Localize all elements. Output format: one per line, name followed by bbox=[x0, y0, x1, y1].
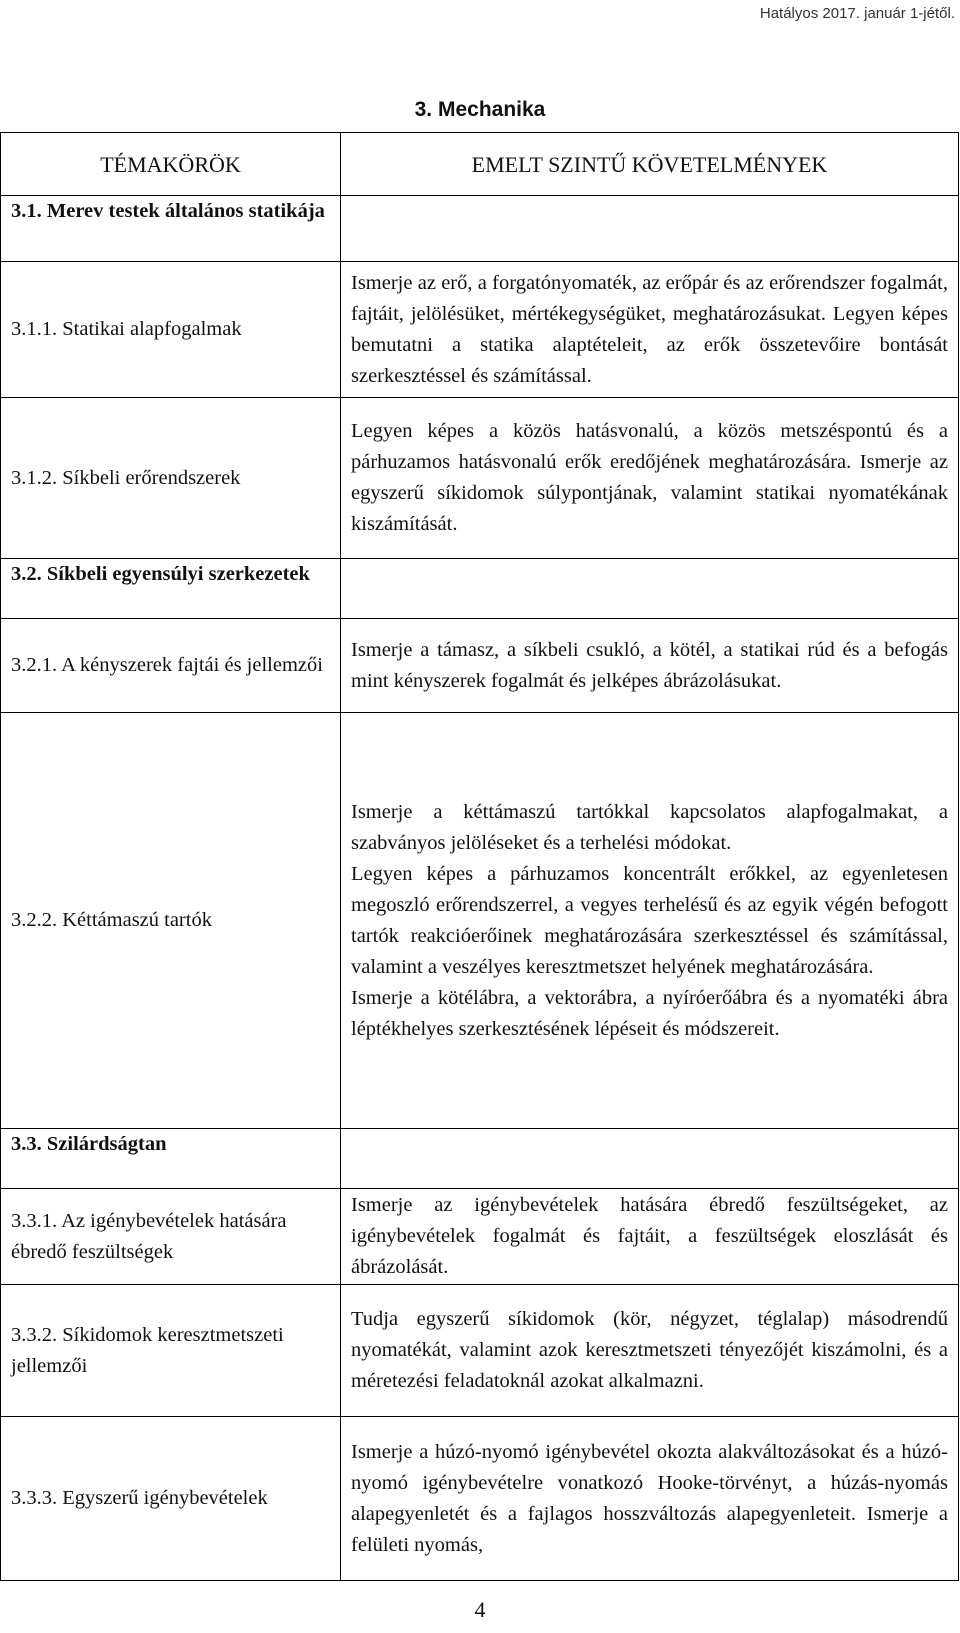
table-row bbox=[1, 1285, 959, 1417]
requirement-text: Ismerje az erő, a forgatónyomaték, az erőpár és az erőrendszer fogalmát, fajtáit, jelölésüket, mértékegységüket, meghatározásukat. Legyen képes bemutatni a statika alaptételeit, az erők összetevőire bontását szerkesztéssel és számítással. bbox=[351, 271, 948, 387]
requirement-text: Legyen képes a párhuzamos koncentrált erőkkel, az egyenletesen megoszló erőrendszerrel, a vegyes terhelésű és az egyik végén befogott tartók reakcióerőinek meghatározására szerkesztéssel és számítással, valamint a veszélyes keresztmetszet helyének meghatározására. bbox=[351, 862, 948, 978]
table-row bbox=[1, 559, 959, 619]
requirement-text: Ismerje az igénybevételek hatására ébredő feszültségeket, az igénybevételek fogalmát és fajtáit, a feszültségek eloszlását és ábrázolását. bbox=[351, 1194, 948, 1278]
table-row bbox=[1, 196, 959, 262]
topic-cell: 3.1. Merev testek általános statikája bbox=[1, 196, 341, 262]
page-number: 4 bbox=[474, 1597, 486, 1622]
requirement-cell bbox=[341, 1285, 959, 1417]
topic-cell: 3.1.1. Statikai alapfogalmak bbox=[1, 262, 341, 398]
table-row bbox=[1, 713, 959, 1129]
requirement-cell bbox=[341, 398, 959, 559]
validity-note: Hatályos 2017. január 1-jétől. bbox=[759, 5, 955, 22]
topic-cell: 3.3.2. Síkidomok keresztmetszeti jellemzői bbox=[1, 1285, 341, 1417]
column-header-requirements: EMELT SZINTŰ KÖVETELMÉNYEK bbox=[341, 133, 959, 196]
requirement-cell bbox=[341, 559, 959, 619]
requirement-text: Ismerje a támasz, a síkbeli csukló, a kötél, a statikai rúd és a befogás mint kényszerek fogalmát és jelképes ábrázolásukat. bbox=[351, 638, 948, 692]
requirement-cell bbox=[341, 1417, 959, 1581]
topic-cell: 3.3.3. Egyszerű igénybevételek bbox=[1, 1417, 341, 1581]
requirement-text: Tudja egyszerű síkidomok (kör, négyzet, téglalap) másodrendű nyomatékát, valamint azok keresztmetszeti tényezőjét kiszámolni, és a méretezési feladatoknál azokat alkalmazni. bbox=[351, 1308, 948, 1392]
table-row bbox=[1, 1189, 959, 1285]
table-body bbox=[1, 196, 959, 1581]
requirements-table bbox=[0, 132, 959, 1581]
topic-cell: 3.1.2. Síkbeli erőrendszerek bbox=[1, 398, 341, 559]
table-row bbox=[1, 619, 959, 713]
requirement-cell bbox=[341, 1129, 959, 1189]
requirement-text: Ismerje a kéttámaszú tartókkal kapcsolatos alapfogalmakat, a szabványos jelöléseket és a terhelési módokat. bbox=[351, 800, 948, 854]
topic-cell: 3.2.2. Kéttámaszú tartók bbox=[1, 713, 341, 1129]
table-row bbox=[1, 398, 959, 559]
table-row bbox=[1, 1129, 959, 1189]
requirement-cell bbox=[341, 262, 959, 398]
requirement-cell bbox=[341, 619, 959, 713]
requirement-cell bbox=[341, 196, 959, 262]
requirement-text: Legyen képes a közös hatásvonalú, a közös metszéspontú és a párhuzamos hatásvonalú erők eredőjének meghatározására. Ismerje az egyszerű síkidomok súlypontjának, valamint statikai nyomatékának kiszámítását. bbox=[351, 420, 948, 535]
requirement-text: Ismerje a húzó-nyomó igénybevétel okozta alakváltozásokat és a húzó-nyomó igénybevételre vonatkozó Hooke-törvényt, a húzás-nyomás alapegyenletét és a fajlagos hosszváltozás alapegyenleteit. Ismerje a felületi nyomás, bbox=[351, 1440, 948, 1556]
requirement-cell bbox=[341, 1189, 959, 1285]
topic-cell: 3.2.1. A kényszerek fajtái és jellemzői bbox=[1, 619, 341, 713]
topic-cell: 3.3.1. Az igénybevételek hatására ébredő feszültségek bbox=[1, 1189, 341, 1285]
requirement-cell bbox=[341, 713, 959, 1129]
column-header-topics: TÉMAKÖRÖK bbox=[1, 133, 341, 196]
section-title: 3. Mechanika bbox=[414, 98, 546, 121]
topic-cell: 3.3. Szilárdságtan bbox=[1, 1129, 341, 1189]
topic-cell: 3.2. Síkbeli egyensúlyi szerkezetek bbox=[1, 559, 341, 619]
table-row bbox=[1, 1417, 959, 1581]
requirement-text: Ismerje a kötélábra, a vektorábra, a nyíróerőábra és a nyomatéki ábra léptékhelyes szerkesztésének lépéseit és módszereit. bbox=[351, 986, 948, 1040]
table-row bbox=[1, 262, 959, 398]
